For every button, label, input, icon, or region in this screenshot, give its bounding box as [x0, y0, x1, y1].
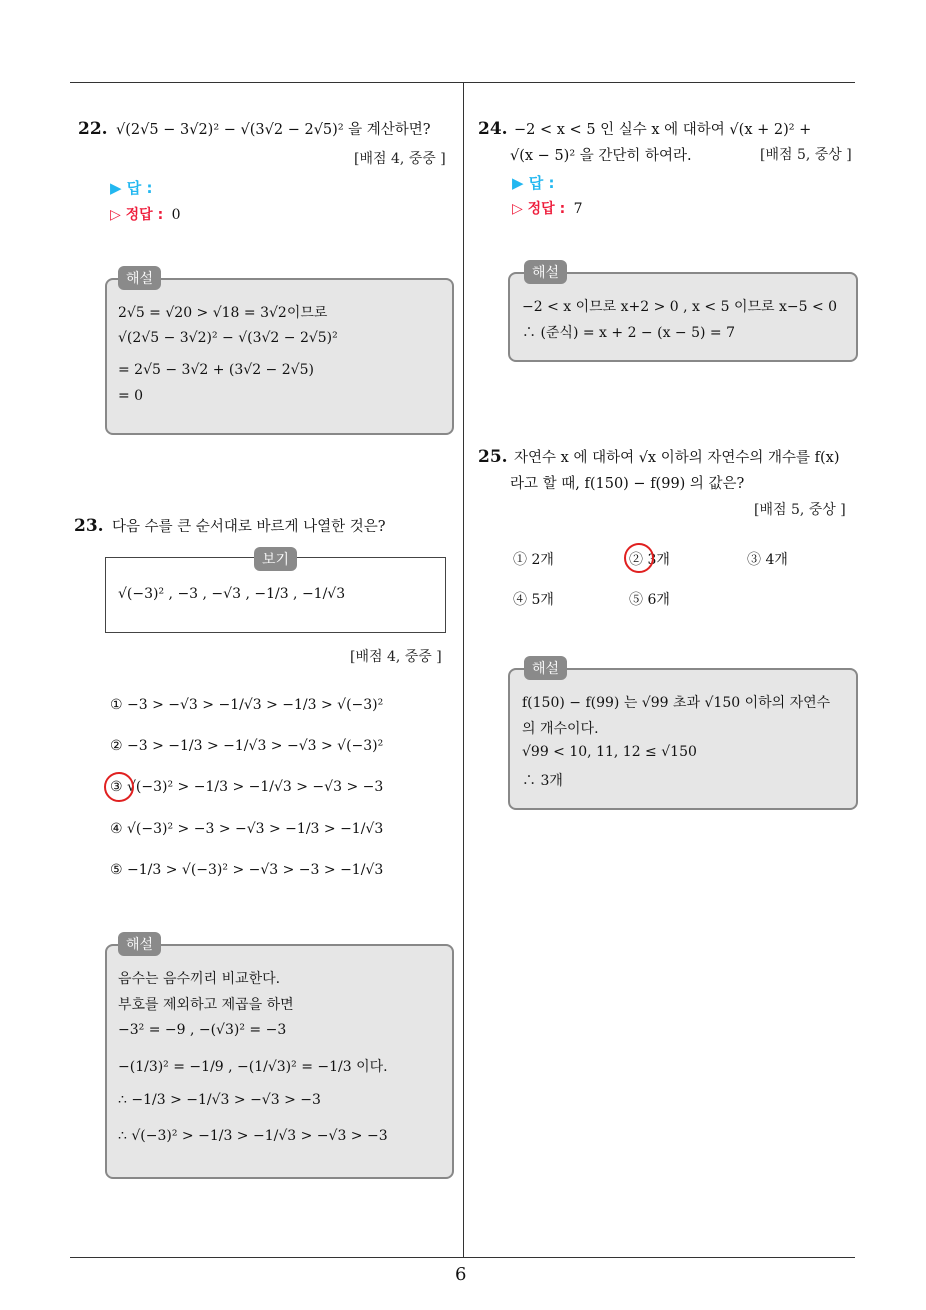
q22-sol-line-3: = 2√5 − 3√2 + (3√2 − 2√5)	[118, 362, 314, 378]
q23-number: 23.	[74, 516, 104, 536]
q22-number: 22.	[78, 119, 108, 139]
q23-sol-line-5: ∴ −1/3 > −1/√3 > −√3 > −3	[118, 1092, 321, 1108]
q25-sol-line-1: f(150) − f(99) 는 √99 초과 √150 이하의 자연수	[522, 695, 831, 711]
q25-sol-line-3: √99 < 10, 11, 12 ≤ √150	[522, 744, 697, 760]
q22-header	[78, 118, 431, 139]
q24-line-1	[478, 118, 811, 139]
q24-score: [배점 5, 중상 ]	[760, 147, 852, 163]
q22-sol-line-2: √(2√5 − 3√2)² − √(3√2 − 2√5)²	[118, 330, 338, 346]
q22-sol-line-1: 2√5 = √20 > √18 = 3√2이므로	[118, 305, 328, 321]
q25-number: 25.	[478, 447, 508, 467]
column-divider	[463, 82, 464, 1258]
q25-choice-2[interactable]: ② 3개	[629, 552, 670, 568]
q22-text: 을 계산하면?	[348, 122, 431, 138]
q22-correct	[110, 204, 181, 224]
q23-selected-mark	[104, 772, 134, 802]
bottom-rule	[70, 1257, 855, 1258]
q23-sol-line-2: 부호를 제외하고 제곱을 하면	[118, 997, 294, 1013]
q25-choice-3[interactable]: ③ 4개	[747, 552, 788, 568]
q24-answer-label: ▶ 답 :	[512, 174, 555, 192]
q23-example-tag: 보기	[254, 547, 297, 571]
q25-solution-box	[508, 668, 858, 810]
q23-example-content: √(−3)² , −3 , −√3 , −1/3 , −1/√3	[118, 586, 346, 602]
q23-choice-5[interactable]: ⑤ −1/3 > √(−3)² > −√3 > −3 > −1/√3	[110, 862, 384, 878]
q23-solution-tag: 해설	[118, 932, 161, 956]
q25-text-2: 라고 할 때, f(150) − f(99) 의 값은?	[510, 476, 745, 492]
q25-selected-mark	[624, 543, 654, 573]
q22-expression: √(2√5 − 3√2)² − √(3√2 − 2√5)²	[116, 122, 344, 138]
q23-choice-3[interactable]: ③ √(−3)² > −1/3 > −1/√3 > −√3 > −3	[110, 779, 384, 795]
q24-correct-label: ▷ 정답 :	[512, 201, 566, 217]
q22-score: [배점 4, 중중 ]	[354, 151, 446, 167]
q23-choice-2[interactable]: ② −3 > −1/3 > −1/√3 > −√3 > √(−3)²	[110, 738, 384, 754]
q24-number: 24.	[478, 119, 508, 139]
page-number: 6	[455, 1264, 467, 1285]
q23-solution-box	[105, 944, 454, 1179]
q23-score: [배점 4, 중중 ]	[350, 649, 442, 665]
q23-sol-line-4: −(1/3)² = −1/9 , −(1/√3)² = −1/3 이다.	[118, 1059, 388, 1075]
q23-text: 다음 수를 큰 순서대로 바르게 나열한 것은?	[112, 519, 386, 535]
q22-solution-box	[105, 278, 454, 435]
q25-choice-1[interactable]: ① 2개	[513, 552, 554, 568]
q22-correct-label: ▷ 정답 :	[110, 207, 164, 223]
q23-choice-1[interactable]: ① −3 > −√3 > −1/√3 > −1/3 > √(−3)²	[110, 697, 384, 713]
q24-solution-tag: 해설	[524, 260, 567, 284]
q22-sol-line-4: = 0	[118, 388, 144, 404]
q22-solution-tag: 해설	[118, 266, 161, 290]
q23-header	[74, 515, 386, 536]
q23-choice-4[interactable]: ④ √(−3)² > −3 > −√3 > −1/3 > −1/√3	[110, 821, 384, 837]
q25-text-1: 자연수 x 에 대하여 √x 이하의 자연수의 개수를 f(x)	[514, 450, 840, 466]
q24-sol-line-2: ∴ (준식) = x + 2 − (x − 5) = 7	[522, 325, 736, 341]
q25-sol-line-2: 의 개수이다.	[522, 721, 599, 737]
q23-sol-line-3: −3² = −9 , −(√3)² = −3	[118, 1022, 287, 1038]
q23-sol-line-6: ∴ √(−3)² > −1/3 > −1/√3 > −√3 > −3	[118, 1128, 388, 1144]
q25-sol-line-4: ∴ 3개	[522, 773, 563, 789]
q25-solution-tag: 해설	[524, 656, 567, 680]
q25-score: [배점 5, 중상 ]	[754, 502, 846, 518]
q23-sol-line-1: 음수는 음수끼리 비교한다.	[118, 971, 281, 987]
q25-choice-4[interactable]: ④ 5개	[513, 592, 554, 608]
q25-choice-5[interactable]: ⑤ 6개	[629, 592, 670, 608]
q24-correct	[512, 198, 583, 218]
q24-correct-value: 7	[573, 201, 583, 217]
q24-solution-box	[508, 272, 858, 362]
q22-correct-value: 0	[171, 207, 181, 223]
q22-answer-label: ▶ 답 :	[110, 179, 153, 197]
q25-line-1	[478, 446, 839, 467]
q24-text-1: −2 < x < 5 인 실수 x 에 대하여 √(x + 2)² +	[514, 122, 812, 138]
q24-text-2: √(x − 5)² 을 간단히 하여라.	[510, 148, 692, 164]
q24-sol-line-1: −2 < x 이므로 x+2 > 0 , x < 5 이므로 x−5 < 0	[522, 299, 838, 315]
